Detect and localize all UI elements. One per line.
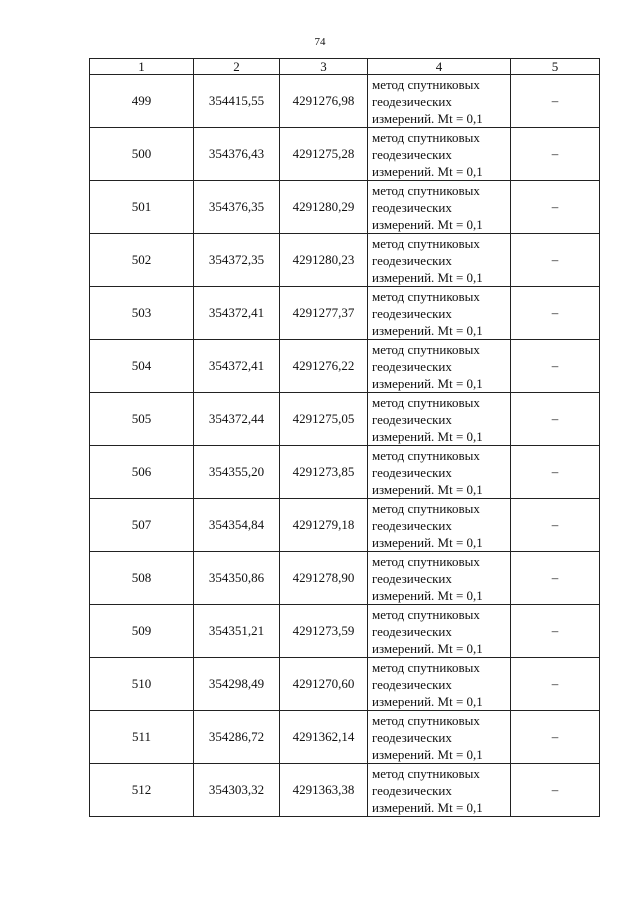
header-col-1: 1 [90, 59, 194, 75]
method-line: геодезических [372, 305, 452, 321]
x-coordinate-cell: 354354,84 [194, 499, 280, 552]
method-line: геодезических [372, 623, 452, 639]
method-line: измерений. Mt = 0,1 [372, 640, 483, 656]
method-line: геодезических [372, 252, 452, 268]
y-coordinate-cell: 4291280,29 [280, 181, 368, 234]
table-header [90, 59, 600, 75]
x-coordinate-cell: 354286,72 [194, 711, 280, 764]
method-cell [368, 552, 511, 605]
table-row [90, 75, 600, 128]
method-line: метод спутниковых [372, 712, 480, 728]
method-line: геодезических [372, 570, 452, 586]
y-coordinate-cell: 4291280,23 [280, 234, 368, 287]
header-col-4: 4 [368, 59, 511, 75]
method-line: геодезических [372, 676, 452, 692]
table-body [90, 75, 600, 817]
method-line: измерений. Mt = 0,1 [372, 375, 483, 391]
method-line: измерений. Mt = 0,1 [372, 693, 483, 709]
header-col-5: 5 [511, 59, 600, 75]
method-line: измерений. Mt = 0,1 [372, 428, 483, 444]
y-coordinate-cell: 4291270,60 [280, 658, 368, 711]
method-line: измерений. Mt = 0,1 [372, 746, 483, 762]
y-coordinate-cell: 4291279,18 [280, 499, 368, 552]
point-number-cell: 502 [90, 234, 194, 287]
col5-cell: – [511, 393, 600, 446]
point-number-cell: 499 [90, 75, 194, 128]
method-cell [368, 393, 511, 446]
method-line: геодезических [372, 146, 452, 162]
table-row [90, 181, 600, 234]
col5-cell: – [511, 181, 600, 234]
method-line: метод спутниковых [372, 553, 480, 569]
method-line: геодезических [372, 517, 452, 533]
point-number-cell: 503 [90, 287, 194, 340]
y-coordinate-cell: 4291277,37 [280, 287, 368, 340]
method-line: измерений. Mt = 0,1 [372, 110, 483, 126]
col5-cell: – [511, 287, 600, 340]
point-number-cell: 500 [90, 128, 194, 181]
y-coordinate-cell: 4291273,85 [280, 446, 368, 499]
method-line: метод спутниковых [372, 76, 480, 92]
method-cell [368, 605, 511, 658]
method-cell [368, 340, 511, 393]
method-line: измерений. Mt = 0,1 [372, 799, 483, 815]
point-number-cell: 506 [90, 446, 194, 499]
col5-cell: – [511, 234, 600, 287]
col5-cell: – [511, 446, 600, 499]
method-line: метод спутниковых [372, 394, 480, 410]
method-cell [368, 499, 511, 552]
table-row [90, 446, 600, 499]
x-coordinate-cell: 354298,49 [194, 658, 280, 711]
table-row [90, 605, 600, 658]
method-cell [368, 711, 511, 764]
method-cell [368, 128, 511, 181]
method-line: метод спутниковых [372, 447, 480, 463]
x-coordinate-cell: 354372,41 [194, 287, 280, 340]
method-line: метод спутниковых [372, 235, 480, 251]
x-coordinate-cell: 354350,86 [194, 552, 280, 605]
method-cell [368, 446, 511, 499]
method-line: метод спутниковых [372, 182, 480, 198]
method-line: метод спутниковых [372, 129, 480, 145]
page-number: 74 [314, 36, 326, 48]
col5-cell: – [511, 711, 600, 764]
point-number-cell: 504 [90, 340, 194, 393]
col5-cell: – [511, 340, 600, 393]
x-coordinate-cell: 354376,43 [194, 128, 280, 181]
col5-cell: – [511, 764, 600, 817]
y-coordinate-cell: 4291276,22 [280, 340, 368, 393]
col5-cell: – [511, 499, 600, 552]
method-line: метод спутниковых [372, 659, 480, 675]
method-line: геодезических [372, 464, 452, 480]
table-row [90, 658, 600, 711]
method-line: геодезических [372, 358, 452, 374]
point-number-cell: 511 [90, 711, 194, 764]
point-number-cell: 508 [90, 552, 194, 605]
method-line: метод спутниковых [372, 765, 480, 781]
table-row [90, 340, 600, 393]
method-cell [368, 234, 511, 287]
point-number-cell: 505 [90, 393, 194, 446]
table-row [90, 552, 600, 605]
method-line: измерений. Mt = 0,1 [372, 163, 483, 179]
y-coordinate-cell: 4291275,28 [280, 128, 368, 181]
method-line: геодезических [372, 199, 452, 215]
method-line: измерений. Mt = 0,1 [372, 587, 483, 603]
y-coordinate-cell: 4291273,59 [280, 605, 368, 658]
table-row [90, 128, 600, 181]
x-coordinate-cell: 354415,55 [194, 75, 280, 128]
table-row [90, 711, 600, 764]
method-line: метод спутниковых [372, 341, 480, 357]
header-col-2: 2 [194, 59, 280, 75]
point-number-cell: 510 [90, 658, 194, 711]
col5-cell: – [511, 605, 600, 658]
y-coordinate-cell: 4291363,38 [280, 764, 368, 817]
col5-cell: – [511, 552, 600, 605]
x-coordinate-cell: 354355,20 [194, 446, 280, 499]
point-number-cell: 509 [90, 605, 194, 658]
x-coordinate-cell: 354351,21 [194, 605, 280, 658]
table-row [90, 287, 600, 340]
col5-cell: – [511, 75, 600, 128]
x-coordinate-cell: 354372,44 [194, 393, 280, 446]
method-line: геодезических [372, 411, 452, 427]
y-coordinate-cell: 4291275,05 [280, 393, 368, 446]
method-line: геодезических [372, 93, 452, 109]
method-cell [368, 287, 511, 340]
method-line: метод спутниковых [372, 288, 480, 304]
table-row [90, 393, 600, 446]
method-cell [368, 181, 511, 234]
method-line: измерений. Mt = 0,1 [372, 481, 483, 497]
coordinates-table [89, 58, 600, 817]
method-cell [368, 658, 511, 711]
col5-cell: – [511, 128, 600, 181]
x-coordinate-cell: 354372,35 [194, 234, 280, 287]
point-number-cell: 512 [90, 764, 194, 817]
method-line: геодезических [372, 729, 452, 745]
point-number-cell: 501 [90, 181, 194, 234]
method-cell [368, 75, 511, 128]
method-line: измерений. Mt = 0,1 [372, 534, 483, 550]
method-line: метод спутниковых [372, 500, 480, 516]
y-coordinate-cell: 4291362,14 [280, 711, 368, 764]
y-coordinate-cell: 4291278,90 [280, 552, 368, 605]
x-coordinate-cell: 354303,32 [194, 764, 280, 817]
method-line: измерений. Mt = 0,1 [372, 269, 483, 285]
method-cell [368, 764, 511, 817]
header-col-3: 3 [280, 59, 368, 75]
header-row [90, 59, 600, 75]
point-number-cell: 507 [90, 499, 194, 552]
table-row [90, 499, 600, 552]
method-line: геодезических [372, 782, 452, 798]
method-line: измерений. Mt = 0,1 [372, 216, 483, 232]
method-line: метод спутниковых [372, 606, 480, 622]
method-line: измерений. Mt = 0,1 [372, 322, 483, 338]
x-coordinate-cell: 354372,41 [194, 340, 280, 393]
x-coordinate-cell: 354376,35 [194, 181, 280, 234]
table-row [90, 764, 600, 817]
y-coordinate-cell: 4291276,98 [280, 75, 368, 128]
table-row [90, 234, 600, 287]
col5-cell: – [511, 658, 600, 711]
